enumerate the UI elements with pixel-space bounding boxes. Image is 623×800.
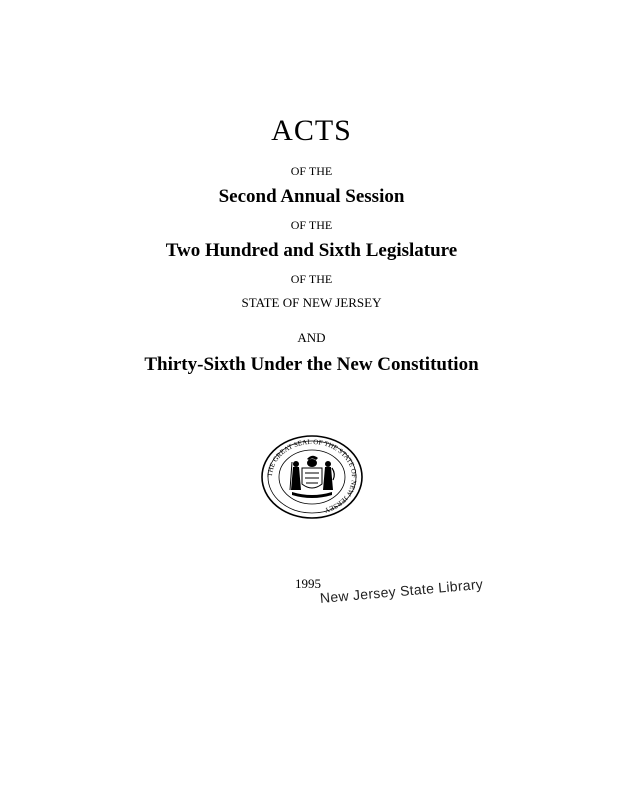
state-name: STATE OF NEW JERSEY — [241, 295, 382, 310]
of-the-line-3: OF THE — [290, 272, 333, 286]
constitution-heading: Thirty-Sixth Under the New Constitution — [144, 354, 479, 375]
seal-inscription: THE GREAT SEAL OF THE STATE OF NEW JERSEY — [265, 437, 359, 515]
library-stamp: New Jersey State Library — [319, 575, 484, 606]
svg-text:THE GREAT SEAL OF THE STATE OF — [266, 438, 358, 514]
of-the-line-2: OF THE — [290, 218, 333, 232]
of-the-line-1: OF THE — [290, 164, 333, 178]
title-acts: ACTS — [271, 114, 352, 147]
legislature-heading: Two Hundred and Sixth Legislature — [165, 240, 458, 261]
and-line: AND — [297, 330, 326, 345]
great-seal-of-new-jersey-icon — [260, 434, 364, 520]
session-heading: Second Annual Session — [218, 186, 405, 207]
publication-year: 1995 — [295, 576, 321, 591]
